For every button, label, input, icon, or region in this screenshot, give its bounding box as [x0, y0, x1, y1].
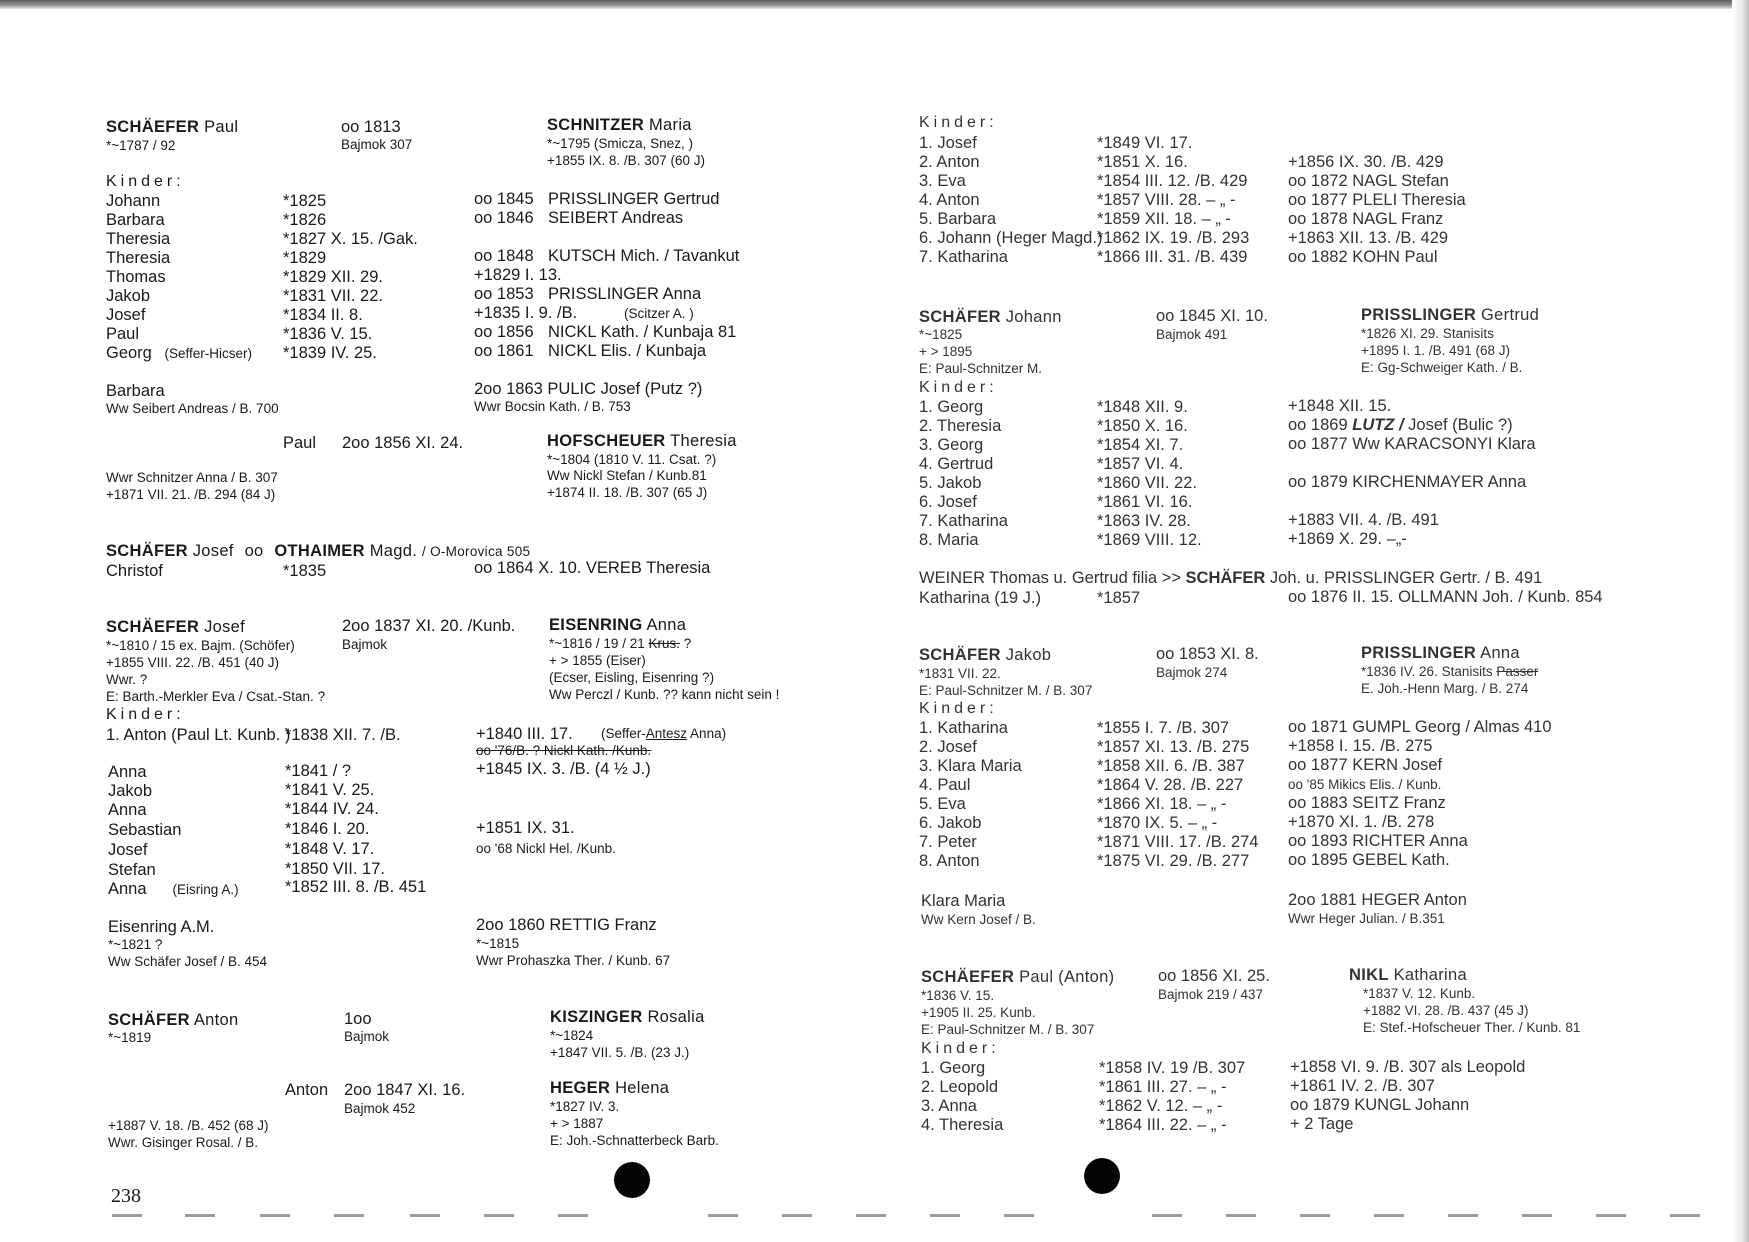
child-name: 7. Katharina [919, 512, 1008, 530]
child-spouse: NICKL Elis. / Kunbaja [548, 342, 707, 360]
scan-mark [782, 1214, 812, 1217]
child-birth: *1859 XII. 18. – „ - [1097, 210, 1231, 228]
child-name: Josef [108, 841, 148, 859]
child-birth: *1850 VII. 17. [285, 860, 385, 878]
paul-anton-name: SCHÄEFER Paul (Anton) [921, 968, 1115, 986]
child-event: oo 1877 PLELI Theresia [1288, 191, 1466, 209]
child-birth: *1839 IV. 25. [283, 344, 377, 362]
child-name: 5. Barbara [919, 210, 997, 228]
child-name: 3. Eva [919, 172, 966, 190]
child-name: Anna (Eisring A.) [108, 880, 239, 898]
child-event: +1858 I. 15. /B. 275 [1288, 737, 1433, 755]
hofscheuer-widow: Ww Nickl Stefan / Kunb.81 [547, 468, 707, 483]
josef-eis-kinder-heading: Kinder: [106, 706, 185, 723]
child-event: oo 1882 KOHN Paul [1288, 248, 1438, 266]
scan-mark [484, 1214, 514, 1217]
eisenring-am-widow: Ww Schäfer Josef / B. 454 [108, 954, 268, 969]
jakob-wife-birth: *1836 IV. 26. Stanisits Passer [1361, 664, 1539, 679]
child-birth: *1850 X. 16. [1097, 417, 1188, 435]
child-birth: *1841 / ? [285, 762, 352, 780]
child-name: Georg (Seffer-Hicser) [106, 344, 252, 362]
hofscheuer-name: HOFSCHEUER Theresia [547, 432, 737, 450]
child-event: + 2 Tage [1290, 1115, 1354, 1133]
child-event: oo 1853 [474, 285, 534, 303]
nikl-parents: E: Stef.-Hofscheuer Ther. / Kunb. 81 [1363, 1020, 1581, 1035]
child-birth: *1838 XII. 7. /B. [285, 726, 401, 744]
kiszinger-birth: *~1824 [550, 1028, 594, 1043]
child-name: 5. Eva [919, 795, 966, 813]
scan-mark [112, 1214, 142, 1217]
nikl-death: +1882 VI. 28. /B. 437 (45 J) [1363, 1003, 1529, 1018]
child-event: +1835 I. 9. /B. [474, 304, 578, 322]
scan-mark [1596, 1214, 1626, 1217]
child-event: +1845 IX. 3. /B. (4 ½ J.) [476, 760, 651, 778]
barbara-marriage: 2oo 1863 PULIC Josef (Putz ?) [474, 380, 703, 398]
child-name: Anna [108, 763, 147, 781]
gertrud-parents: E: Gg-Schweiger Kath. / B. [1361, 360, 1523, 375]
johann-parents: E: Paul-Schnitzer M. [919, 361, 1043, 376]
child-spouse: SEIBERT Andreas [548, 209, 684, 227]
scan-mark [708, 1214, 738, 1217]
anton-name: SCHÄFER Anton [108, 1011, 239, 1029]
child-birth: *1844 IV. 24. [285, 800, 379, 818]
page-number: 238 [111, 1185, 141, 1207]
child-spouse: KUTSCH Mich. / Tavankut [548, 247, 740, 265]
child-name: 1. Georg [921, 1059, 986, 1077]
child-name: Theresia [106, 230, 171, 248]
josef-othaimer-header: SCHÄFER Josef oo OTHAIMER Magd. / O-Morovica 505 [106, 542, 531, 560]
eisenring-am-name: Eisenring A.M. [108, 918, 215, 936]
barbara-name: Barbara [106, 382, 165, 400]
child-birth: *1869 VIII. 12. [1097, 531, 1202, 549]
child-birth: *1857 XI. 13. /B. 275 [1097, 738, 1250, 756]
child-birth: *1829 XII. 29. [283, 268, 383, 286]
child-name: 5. Jakob [919, 474, 982, 492]
child-birth: *1864 III. 22. – „ - [1099, 1116, 1227, 1134]
child-birth: *1858 XII. 6. /B. 387 [1097, 757, 1245, 775]
child-name: Johann [106, 192, 161, 210]
scan-mark [1374, 1214, 1404, 1217]
child-birth: *1827 X. 15. /Gak. [283, 230, 418, 248]
scan-mark [1522, 1214, 1552, 1217]
rettig-widower: Wwr Prohaszka Ther. / Kunb. 67 [476, 953, 671, 968]
child-event: oo 1856 [474, 323, 534, 341]
child-name: 4. Theresia [921, 1116, 1004, 1134]
child-birth: *1857 VIII. 28. – „ - [1097, 191, 1236, 209]
paul-anton-birth: *1836 V. 15. [921, 988, 995, 1003]
child-birth: *1834 II. 8. [283, 306, 363, 324]
klara-note: Ww Kern Josef / B. [921, 912, 1036, 927]
paul-widower-note: Wwr Schnitzer Anna / B. 307 [106, 470, 278, 485]
child-name: 1. Georg [919, 398, 984, 416]
child-name: Josef [106, 306, 146, 324]
klara-name: Klara Maria [921, 892, 1006, 910]
child-event: oo 1869 LUTZ / Josef (Bulic ?) [1288, 416, 1513, 434]
child-birth: *1854 XI. 7. [1097, 436, 1184, 454]
child-event: +1858 VI. 9. /B. 307 als Leopold [1290, 1058, 1526, 1076]
child-birth: *1861 VI. 16. [1097, 493, 1193, 511]
child-name: Thomas [106, 268, 166, 286]
child-name: 3. Anna [921, 1097, 977, 1115]
child-name: Stefan [108, 861, 156, 879]
paul-husband-name: SCHÄEFER Paul [106, 118, 239, 136]
gertrud-birth: *1826 XI. 29. Stanisits [1361, 326, 1494, 341]
paul-marriage: oo 1813 [341, 118, 401, 136]
child-name: 4. Paul [919, 776, 971, 794]
child-name: Anna [108, 801, 147, 819]
child-name: 7. Peter [919, 833, 977, 851]
eisenring-wife-name: EISENRING Anna [549, 616, 687, 634]
kiszinger-death: +1847 VII. 5. /B. (23 J.) [550, 1045, 690, 1060]
child-name: 8. Maria [919, 531, 979, 549]
scan-mark [260, 1214, 290, 1217]
paul-wife-birth: *~1795 (Smicza, Snez, ) [547, 136, 693, 151]
scan-top-edge [0, 0, 1749, 9]
barbara-note: Ww Seibert Andreas / B. 700 [106, 401, 279, 416]
child-birth: *1841 V. 25. [285, 781, 375, 799]
child-spouse: NICKL Kath. / Kunbaja 81 [548, 323, 737, 341]
child-birth: *1871 VIII. 17. /B. 274 [1097, 833, 1259, 851]
child-name: 1. Anton (Paul Lt. Kunb. ) [106, 726, 291, 744]
child-birth: *1826 [283, 211, 327, 229]
jakob-wife-parents: E. Joh.-Henn Marg. / B. 274 [1361, 681, 1529, 696]
binder-hole-right [1084, 1158, 1120, 1194]
child-event: oo 1861 [474, 342, 534, 360]
hofscheuer-birth: *~1804 (1810 V. 11. Csat. ?) [547, 452, 717, 467]
child-event: oo 1879 KIRCHENMAYER Anna [1288, 473, 1527, 491]
eisenring-am-birth: *~1821 ? [108, 937, 163, 952]
eisenring-wife-variants: (Ecser, Eisling, Eisenring ?) [549, 670, 715, 685]
paul-anton-kinder-heading: Kinder: [921, 1040, 1000, 1057]
child-birth: *1870 IX. 5. – „ - [1097, 814, 1218, 832]
child-birth: *1836 V. 15. [283, 325, 373, 343]
child-birth: *1861 III. 27. – „ - [1099, 1078, 1227, 1096]
anton-marriage: 1oo [344, 1010, 372, 1028]
katharina-marriage: oo 1876 II. 15. OLLMANN Joh. / Kunb. 854 [1288, 588, 1603, 606]
child-birth: *1857 VI. 4. [1097, 455, 1184, 473]
eisenring-wife-birth: *~1816 / 19 / 21 Krus. ? [549, 636, 692, 651]
kinder-heading: Kinder: [919, 114, 998, 131]
child-birth: *1862 V. 12. – „ - [1099, 1097, 1223, 1115]
gertrud-name: PRISSLINGER Gertrud [1361, 306, 1540, 324]
scan-right-edge [1732, 0, 1749, 1242]
jakob-birth: *1831 VII. 22. [919, 666, 1001, 681]
klara-marriage-note: Wwr Heger Julian. / B.351 [1288, 911, 1445, 926]
jakob-name: SCHÄFER Jakob [919, 646, 1052, 664]
child-event: +1829 I. 13. [474, 266, 562, 284]
child-name: 8. Anton [919, 852, 980, 870]
hofscheuer-death: +1874 II. 18. /B. 307 (65 J) [547, 485, 708, 500]
josef-eisenring-name: SCHÄEFER Josef [106, 618, 245, 636]
anton-birth: *~1819 [108, 1030, 152, 1045]
child-event: +1848 XII. 15. [1288, 397, 1392, 415]
child-birth: *1848 XII. 9. [1097, 398, 1188, 416]
josef-eis-wwr: Wwr. ? [106, 672, 148, 687]
paul-wife-name: SCHNITZER Maria [547, 116, 692, 134]
paul-marriage-place: Bajmok 307 [341, 137, 413, 152]
johann-birth: *~1825 [919, 327, 963, 342]
anton-struck-marriage: oo '76/B. ? Nickl Kath. /Kunb. [476, 743, 652, 758]
heger-birth: *1827 IV. 3. [550, 1099, 620, 1114]
josef-eis-parents: E: Barth.-Merkler Eva / Csat.-Stan. ? [106, 689, 326, 704]
scan-mark [1300, 1214, 1330, 1217]
child-event: +1851 IX. 31. [476, 819, 575, 837]
child-name: Theresia [106, 249, 171, 267]
child-event: oo 1845 [474, 190, 534, 208]
child-birth: *1825 [283, 192, 327, 210]
anton-note: (Seffer-Antesz Anna) [601, 726, 727, 741]
johann-name: SCHÄFER Johann [919, 308, 1062, 326]
child-event: oo 1872 NAGL Stefan [1288, 172, 1449, 190]
paul-wife-death: +1855 IX. 8. /B. 307 (60 J) [547, 153, 705, 168]
child-event: +1863 XII. 13. /B. 429 [1288, 229, 1449, 247]
child-name: 6. Johann (Heger Magd.) [919, 229, 1103, 247]
child-birth: *1860 VII. 22. [1097, 474, 1197, 492]
anton-second-marriage: 2oo 1847 XI. 16. [344, 1081, 466, 1099]
johann-kinder-heading: Kinder: [919, 379, 998, 396]
child-birth: *1866 III. 31. /B. 439 [1097, 248, 1248, 266]
child-birth: *1848 V. 17. [285, 840, 375, 858]
eisenring-wife-widow: Ww Perczl / Kunb. ?? kann nicht sein ! [549, 687, 780, 702]
child-event: +1869 X. 29. –„- [1288, 530, 1407, 548]
child-event: oo '68 Nickl Hel. /Kunb. [476, 841, 616, 856]
child-name: Barbara [106, 211, 165, 229]
child-birth: *1852 III. 8. /B. 451 [285, 878, 427, 896]
child-birth: *1851 X. 16. [1097, 153, 1188, 171]
child-name: Paul [106, 325, 140, 343]
child-name: 2. Theresia [919, 417, 1002, 435]
child-spouse: PRISSLINGER Anna [548, 285, 702, 303]
heger-death: + > 1887 [550, 1116, 604, 1131]
child-birth: *1831 VII. 22. [283, 287, 383, 305]
child-spouse: (Scitzer A. ) [624, 306, 694, 321]
josef-eis-marriage: 2oo 1837 XI. 20. /Kunb. [342, 617, 516, 635]
paul-anton-death: +1905 II. 25. Kunb. [921, 1005, 1036, 1020]
scan-mark [185, 1214, 215, 1217]
christof-marriage: oo 1864 X. 10. VEREB Theresia [474, 559, 711, 577]
child-name: Sebastian [108, 821, 182, 839]
child-name: 2. Anton [919, 153, 980, 171]
johann-marriage: oo 1845 XI. 10. [1156, 307, 1268, 325]
scan-mark [1670, 1214, 1700, 1217]
johann-marriage-place: Bajmok 491 [1156, 327, 1228, 342]
katharina-name: Katharina (19 J.) [919, 589, 1041, 607]
gertrud-death: +1895 I. 1. /B. 491 (68 J) [1361, 343, 1510, 358]
katharina-birth: *1857 [1097, 589, 1141, 607]
jakob-wife-name: PRISSLINGER Anna [1361, 644, 1520, 662]
child-event: +1883 VII. 4. /B. 491 [1288, 511, 1439, 529]
child-name: 7. Katharina [919, 248, 1008, 266]
josef-eis-marriage-place: Bajmok [342, 637, 388, 652]
josef-eis-death: +1855 VIII. 22. /B. 451 (40 J) [106, 655, 279, 670]
barbara-marriage-note: Wwr Bocsin Kath. / B. 753 [474, 399, 631, 414]
scan-mark [410, 1214, 440, 1217]
scan-mark [1448, 1214, 1478, 1217]
child-name: 3. Georg [919, 436, 984, 454]
johann-death: + > 1895 [919, 344, 973, 359]
child-birth: *1863 IV. 28. [1097, 512, 1191, 530]
child-event: oo 1871 GUMPL Georg / Almas 410 [1288, 718, 1552, 736]
child-birth: *1864 V. 28. /B. 227 [1097, 776, 1244, 794]
child-birth: *1862 IX. 19. /B. 293 [1097, 229, 1250, 247]
child-name: 1. Josef [919, 134, 977, 152]
scan-mark [558, 1214, 588, 1217]
eisenring-wife-death: + > 1855 (Eiser) [549, 653, 646, 668]
heger-name: HEGER Helena [550, 1079, 670, 1097]
klara-marriage: 2oo 1881 HEGER Anton [1288, 891, 1467, 909]
child-event: oo 1877 KERN Josef [1288, 756, 1443, 774]
paul-kinder-heading: Kinder: [106, 173, 185, 190]
child-event: +1840 III. 17. [476, 725, 573, 743]
nikl-birth: *1837 V. 12. Kunb. [1363, 986, 1476, 1001]
paul-husband-birth: *~1787 / 92 [106, 138, 176, 153]
child-name: 6. Jakob [919, 814, 982, 832]
paul-anton-marriage-place: Bajmok 219 / 437 [1158, 987, 1264, 1002]
anton-second-place: Bajmok 452 [344, 1101, 416, 1116]
child-birth: *1866 XI. 18. – „ - [1097, 795, 1227, 813]
child-birth: *1854 III. 12. /B. 429 [1097, 172, 1248, 190]
jakob-parents: E: Paul-Schnitzer M. / B. 307 [919, 683, 1093, 698]
anton-second-name: Anton [285, 1081, 329, 1099]
paul-anton-parents: E: Paul-Schnitzer M. / B. 307 [921, 1022, 1095, 1037]
scan-mark [1152, 1214, 1182, 1217]
child-birth: *1855 I. 7. /B. 307 [1097, 719, 1230, 737]
scan-mark [856, 1214, 886, 1217]
child-spouse: PRISSLINGER Gertrud [548, 190, 720, 208]
nikl-name: NIKL Katharina [1349, 966, 1467, 984]
child-birth: *1829 [283, 249, 327, 267]
paul-second-name: Paul [283, 434, 317, 452]
child-birth: *1875 VI. 29. /B. 277 [1097, 852, 1250, 870]
scan-mark [1226, 1214, 1256, 1217]
eisenring-am-marriage: 2oo 1860 RETTIG Franz [476, 916, 657, 934]
jakob-marriage-place: Bajmok 274 [1156, 665, 1228, 680]
child-name: 3. Klara Maria [919, 757, 1022, 775]
child-event: oo 1846 [474, 209, 534, 227]
child-name: 2. Leopold [921, 1078, 999, 1096]
paul-death: +1871 VII. 21. /B. 294 (84 J) [106, 487, 276, 502]
jakob-marriage: oo 1853 XI. 8. [1156, 645, 1259, 663]
child-event: oo 1895 GEBEL Kath. [1288, 851, 1450, 869]
child-event: oo 1878 NAGL Franz [1288, 210, 1444, 228]
heger-parents: E: Joh.-Schnatterbeck Barb. [550, 1133, 719, 1148]
child-birth: *1849 VI. 17. [1097, 134, 1193, 152]
child-name: 6. Josef [919, 493, 977, 511]
child-event: oo 1848 [474, 247, 534, 265]
child-name: 4. Anton [919, 191, 980, 209]
weiner-note: WEINER Thomas u. Gertrud filia >> SCHÄFER Joh. u. PRISSLINGER Gertr. / B. 491 [919, 569, 1543, 587]
rettig-birth: *~1815 [476, 936, 520, 951]
child-event: +1870 XI. 1. /B. 278 [1288, 813, 1435, 831]
anton-widower-note: Wwr. Gisinger Rosal. / B. [108, 1135, 259, 1150]
anton-death: +1887 V. 18. /B. 452 (68 J) [108, 1118, 269, 1133]
child-event: +1861 IV. 2. /B. 307 [1290, 1077, 1435, 1095]
child-event: oo 1877 Ww KARACSONYI Klara [1288, 435, 1536, 453]
child-event: oo 1893 RICHTER Anna [1288, 832, 1468, 850]
child-birth: *1846 I. 20. [285, 820, 370, 838]
anton-marriage-place: Bajmok [344, 1029, 390, 1044]
child-name: 1. Katharina [919, 719, 1008, 737]
josef-eis-birth: *~1810 / 15 ex. Bajm. (Schöfer) [106, 638, 295, 653]
child-name: Jakob [106, 287, 151, 305]
paul-anton-marriage: oo 1856 XI. 25. [1158, 967, 1270, 985]
child-event: oo 1879 KUNGL Johann [1290, 1096, 1470, 1114]
christof-name: Christof [106, 562, 163, 580]
child-event: +1856 IX. 30. /B. 429 [1288, 153, 1444, 171]
child-event: oo 1883 SEITZ Franz [1288, 794, 1446, 812]
kiszinger-name: KISZINGER Rosalia [550, 1008, 705, 1026]
child-birth: *1858 IV. 19 /B. 307 [1099, 1059, 1246, 1077]
child-name: Jakob [108, 782, 153, 800]
scan-mark [930, 1214, 960, 1217]
scan-mark [1004, 1214, 1034, 1217]
binder-hole-left [614, 1162, 650, 1198]
paul-second-marriage: 2oo 1856 XI. 24. [342, 434, 464, 452]
christof-birth: *1835 [283, 562, 327, 580]
jakob-kinder-heading: Kinder: [919, 700, 998, 717]
child-event: oo '85 Mikics Elis. / Kunb. [1288, 777, 1442, 792]
child-name: 2. Josef [919, 738, 977, 756]
scan-mark [334, 1214, 364, 1217]
child-name: 4. Gertrud [919, 455, 994, 473]
